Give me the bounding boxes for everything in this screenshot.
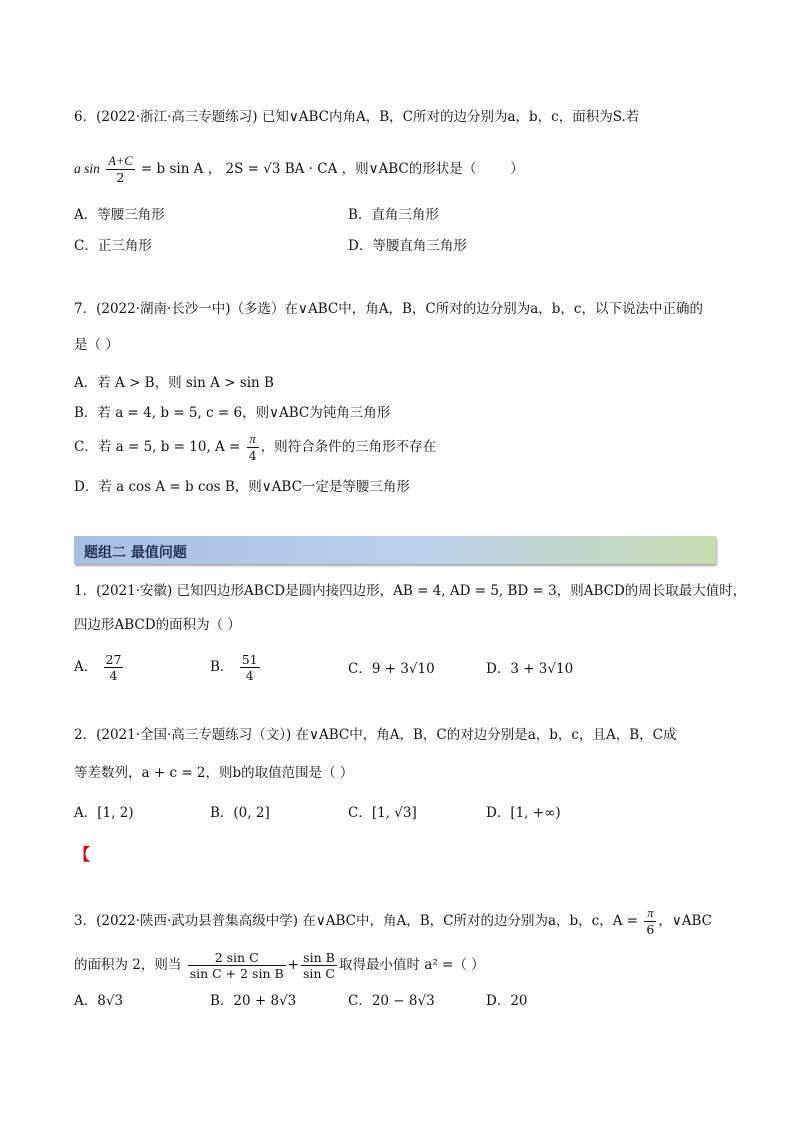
q6-stem-line1: 6．(2022·浙江·高三专题练习) 已知∨ABC内角A，B，C所对的边分别为a，b，c，面积为S.若 [74,109,640,125]
q7-option-c [74,432,436,463]
s2-option-b: B．(0, 2] [210,805,270,821]
s1-option-a [74,652,125,683]
s2-option-d: D．[1, +∞) [486,805,561,821]
s1-option-a-label: A． [74,659,98,675]
s3-plus: + [287,957,299,973]
q7-option-a: A．若 A > B，则 sin A > sin B [74,375,274,391]
q6-option-d: D．等腰直角三角形 [348,238,467,254]
s2-stem-line2: 等差数列，a + c = 2，则b的取值范围是（ ） [74,765,354,781]
q6-option-a: A．等腰三角形 [74,207,165,223]
q7-option-b: B．若 a = 4, b = 5, c = 6，则∨ABC为钝角三角形 [74,405,391,421]
s3-angle-fraction [644,906,656,937]
s2-option-a: A．[1, 2) [74,805,134,821]
s3-fraction-2-numerator: sin B [301,950,337,966]
section-banner [74,536,716,564]
s3-stem-line1-pre: 3．(2022·陕西·武功县普集高级中学) 在∨ABC中，角A，B，C所对的边分别为a，b，c，A = [74,913,639,929]
q7-stem-line2: 是（ ） [74,337,119,353]
s3-fraction-2-denominator: sin C [302,966,335,981]
s2-stem-line1: 2．(2021·全国·高三专题练习（文）) 在∨ABC中，角A，B，C的对边分别是a，b，c，且A，B，C成 [74,727,677,743]
s3-fraction-2 [301,950,337,981]
q6-option-c: C．正三角形 [74,238,152,254]
s3-stem-line2-post: 取得最小值时 a² =（ ） [339,957,485,973]
s1-option-a-numerator: 27 [105,652,122,667]
s1-option-b-numerator: 51 [241,652,258,667]
s1-option-d [486,660,573,678]
s1-option-d-value: 3 + 3√10 [510,661,574,677]
q7-option-c-denominator: 4 [248,448,257,463]
s3-option-c: C．20 − 8√3 [348,993,435,1009]
red-bracket-mark: 【 [74,845,91,864]
s1-option-b-denominator: 4 [245,668,254,683]
q6-option-b: B．直角三角形 [348,207,439,223]
s1-option-b-fraction [240,652,260,683]
q6-paren-close: ） [510,161,524,177]
s1-option-c-value: 9 + 3√10 [371,661,435,677]
q6-stem-line2 [74,154,524,185]
s3-stem-line1-post: ，∨ABC [658,913,712,929]
s1-option-a-fraction [104,652,124,683]
q6-expr-mid: = b sin A ， 2S = √3 BA · CA ，则∨ABC的形状是（ [140,161,477,177]
s1-option-c [348,660,435,678]
s3-stem-line1 [74,906,712,937]
q6-fraction [106,154,134,185]
s1-option-c-label: C． [348,661,372,677]
q7-option-c-pre: C．若 a = 5, b = 10, A = [74,439,241,455]
q7-stem-line1: 7．(2022·湖南·长沙一中)（多选）在∨ABC中，角A，B，C所对的边分别为a，b，c，以下说法中正确的 [74,301,703,317]
q6-fraction-denominator: 2 [116,170,125,185]
s1-option-b-label: B． [210,659,234,675]
s1-option-b [210,652,262,683]
q7-option-c-numerator: π [247,432,259,448]
s1-stem-line2: 四边形ABCD的面积为（ ） [74,617,241,633]
s3-option-d: D．20 [486,993,528,1009]
s3-angle-denominator: 6 [646,922,655,937]
s3-fraction-1 [188,950,286,981]
s3-stem-line2 [74,950,485,981]
s2-option-c: C．[1, √3] [348,805,417,821]
s3-angle-numerator: π [644,906,656,922]
s3-option-a: A．8√3 [74,993,124,1009]
s3-stem-line2-pre: 的面积为 2，则当 [74,957,182,973]
q7-option-d: D．若 a cos A = b cos B，则∨ABC一定是等腰三角形 [74,479,410,495]
s3-fraction-1-numerator: 2 sin C [188,950,286,966]
q6-expr-pre: a sin [74,161,100,176]
q6-fraction-numerator: A+C [108,154,133,168]
q7-option-c-fraction [247,432,259,463]
s1-option-a-denominator: 4 [109,668,118,683]
section-title: 题组二 最值问题 [84,545,187,561]
q7-option-c-post: ，则符合条件的三角形不存在 [260,439,437,455]
s3-fraction-1-denominator: sin C + 2 sin B [189,966,284,981]
s1-option-d-label: D． [486,661,511,677]
s1-stem-line1: 1．(2021·安徽) 已知四边形ABCD是圆内接四边形，AB = 4, AD = 5, BD = 3，则ABCD的周长取最大值时， [74,583,747,599]
s3-option-b: B．20 + 8√3 [210,993,297,1009]
